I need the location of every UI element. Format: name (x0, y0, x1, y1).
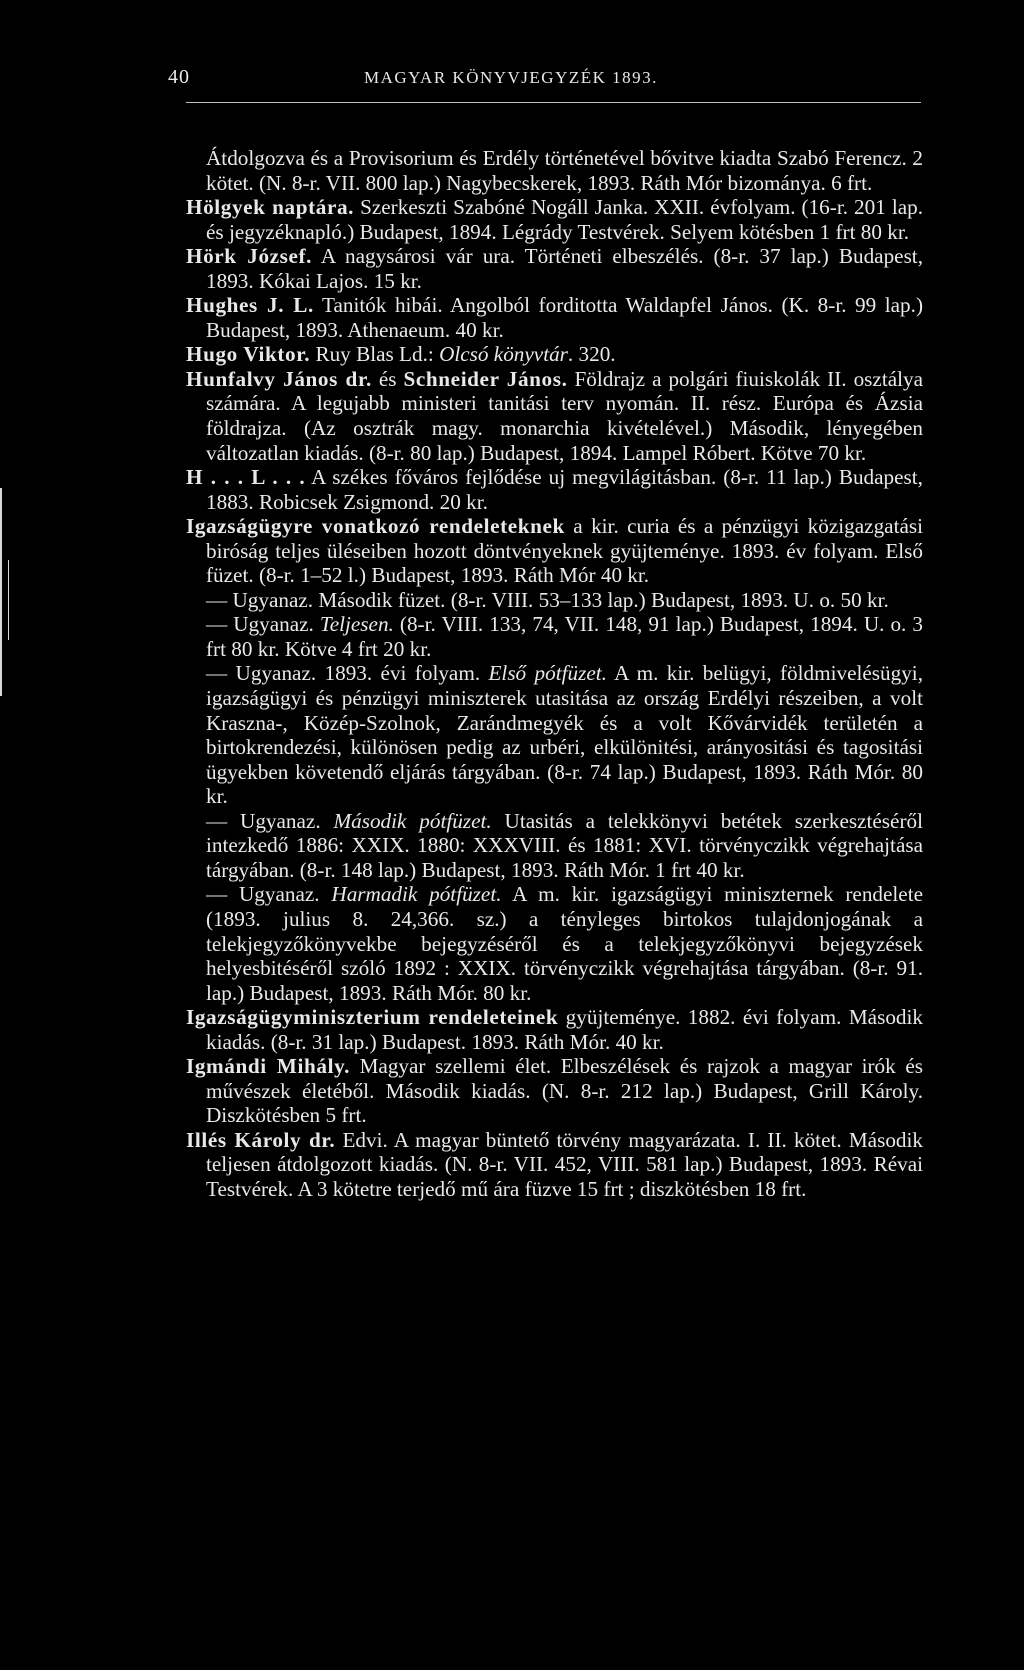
entry-author: Hörk József. (186, 244, 313, 269)
entry-author: Hunfalvy János dr. (186, 366, 372, 391)
scan-edge-mark (0, 488, 2, 696)
bibliography-entry: Hölgyek naptára. Szerkeszti Szabóné Nogáll Janka. XXII. évfolyam. (16-r. 201 lap. és jegyzéknapló.) Budapest, 1894. Légrády Testvérek. Selyem kötésben 1 frt 80 kr. (186, 195, 923, 244)
page-number: 40 (168, 66, 190, 88)
entry-italic-title: Második pótfüzet. (333, 808, 492, 833)
entry-author: Igazságügyre vonatkozó rendeleteknek (186, 514, 565, 539)
bibliography-subentry: — Ugyanaz. Második pótfüzet. Utasitás a telekkönyvi betétek szerkesztéséről intezkedő 1886: XXIX. 1880: XXXVIII. és 1881: XVI. törvényczikk végrehajtása tárgyában. (8-r. 148 lap.) Budapest, 1893. Ráth Mór. 1 frt 40 kr. (206, 808, 923, 882)
bibliography-body (186, 146, 923, 1202)
entry-author: Illés Károly dr. (186, 1127, 336, 1152)
running-title: MAGYAR KÖNYVJEGYZÉK 1893. (364, 68, 658, 87)
bibliography-entry: Igmándi Mihály. Magyar szellemi élet. Elbeszélések és rajzok a magyar irók és művészek életéből. Második kiadás. (N. 8-r. 212 lap.) Budapest, Grill Károly. Diszkötésben 5 frt. (186, 1054, 923, 1128)
entry-author: Hölgyek naptára. (186, 195, 355, 220)
header-rule (186, 102, 921, 103)
entry-author: Hughes J. L. (186, 293, 314, 318)
entry-author: H . . . L . . . (186, 465, 306, 490)
entry-author: Hugo Viktor. (186, 342, 311, 367)
entry-author: Igmándi Mihály. (186, 1054, 350, 1079)
bibliography-entry: Igazságügyminiszterium rendeleteinek gyüjteménye. 1882. évi folyam. Második kiadás. (8-r. 31 lap.) Budapest. 1893. Ráth Mór. 40 kr. (186, 1005, 923, 1054)
bibliography-entry: Illés Károly dr. Edvi. A magyar büntető törvény magyarázata. I. II. kötet. Második teljesen átdolgozott kiadás. (N. 8-r. VII. 452, VIII. 581 lap.) Budapest, 1893. Révai Testvérek. A 3 kötetre terjedő mű ára füzve 15 frt ; diszkötésben 18 frt. (186, 1127, 923, 1201)
bibliography-entry: Hugo Viktor. Ruy Blas Ld.: Olcsó könyvtár. 320. (186, 342, 616, 367)
entry-italic-title: Első pótfüzet. (488, 661, 607, 686)
scan-edge-mark (8, 560, 9, 640)
bibliography-entry: Hörk József. A nagysárosi vár ura. Történeti elbeszélés. (8-r. 37 lap.) Budapest, 1893. Kókai Lajos. 15 kr. (186, 244, 923, 293)
entry-italic-title: Teljesen. (319, 612, 394, 637)
entry-italic-title: Harmadik pótfüzet. (331, 882, 502, 907)
bibliography-entry: H . . . L . . . A székes főváros fejlődése uj megvilágitásban. (8-r. 11 lap.) Budapest, 1883. Robicsek Zsigmond. 20 kr. (186, 465, 923, 514)
bibliography-entry: Hughes J. L. Tanitók hibái. Angolból forditotta Waldapfel János. (K. 8-r. 99 lap.) Budapest, 1893. Athenaeum. 40 kr. (186, 293, 923, 342)
entry-coauthor: Schneider János. (403, 366, 568, 391)
bibliography-subentry: — Ugyanaz. Harmadik pótfüzet. A m. kir. igazságügyi miniszternek rendelete (1893. julius 8. 24,366. sz.) a tényleges birtokos tulajdonjogának a telekjegyzőkönyvekbe bejegyzéséről és a telekjegyzőkönyvi bejegyzések helyesbitéséről szóló 1892 : XXIX. törvényczikk végrehajtása tárgyában. (8-r. 91. lap.) Budapest, 1893. Ráth Mór. 80 kr. (206, 882, 924, 1005)
page-header (168, 66, 923, 96)
bibliography-subentry: — Ugyanaz. Második füzet. (8-r. VIII. 53–133 lap.) Budapest, 1893. U. o. 50 kr. (206, 587, 889, 612)
bibliography-entry: Átdolgozva és a Provisorium és Erdély történetével bővitve kiadta Szabó Ferencz. 2 kötet. (N. 8-r. VII. 800 lap.) Nagybecskerek, 1893. Ráth Mór bizománya. 6 frt. (206, 146, 923, 195)
bibliography-subentry: — Ugyanaz. Teljesen. (8-r. VIII. 133, 74, VII. 148, 91 lap.) Budapest, 1894. U. o. 3 frt 80 kr. Kötve 4 frt 20 kr. (206, 612, 923, 661)
entry-series-title: Olcsó könyvtár (439, 342, 568, 367)
entry-author: Igazságügyminiszterium rendeleteinek (186, 1005, 559, 1030)
bibliography-entry: Hunfalvy János dr. és Schneider János. Földrajz a polgári fiuiskolák II. osztálya számára. A legujabb ministeri tanitási terv nyomán. II. rész. Európa és Ázsia földrajza. (Az osztrák magy. monarchia kivételével.) Második, lényegében változatlan kiadás. (8-r. 80 lap.) Budapest, 1894. Lampel Róbert. Kötve 70 kr. (186, 366, 923, 465)
bibliography-subentry: — Ugyanaz. 1893. évi folyam. Első pótfüzet. A m. kir. belügyi, földmivelésügyi, igazságügyi és pénzügyi miniszterek utasitása az ország Erdélyi részeiben, a volt Kraszna-, Közép-Szolnok, Zarándmegyék és a volt Kővárvidék területén a birtokrendezési, különösen pedig az urbéri, elkülönitési, arányositási és tagositási ügyekben követendő eljárás tárgyában. (8-r. 74 lap.) Budapest, 1893. Ráth Mór. 80 kr. (206, 661, 923, 809)
bibliography-entry: Igazságügyre vonatkozó rendeleteknek a kir. curia és a pénzügyi közigazgatási biróság teljes üléseiben hozott döntvényeknek gyüjteménye. 1893. év folyam. Első füzet. (8-r. 1–52 l.) Budapest, 1893. Ráth Mór 40 kr. (186, 514, 923, 588)
